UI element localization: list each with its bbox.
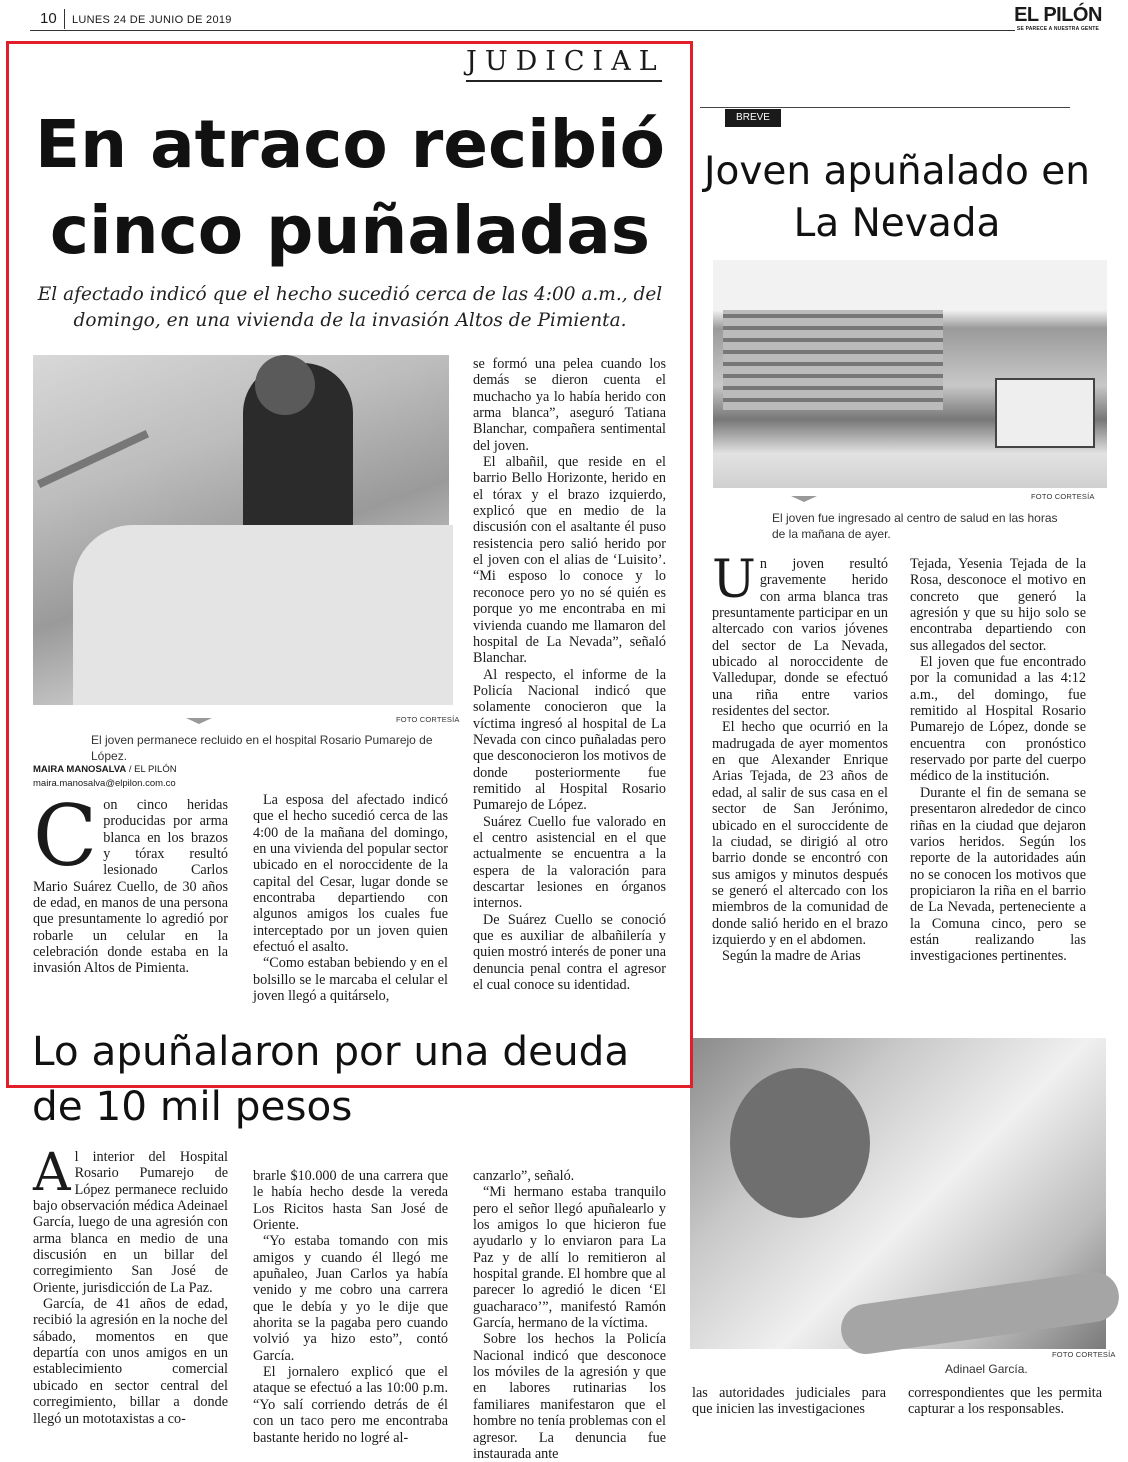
paragraph: García, de 41 años de edad, recibió la agresión en la noche del sábado, momentos en que departía con unos amigos en un establecimiento comercial ubicado en sector central del corregimiento, billar a donde llegó un mototaxistas a co- — [33, 1296, 228, 1427]
main-photo-credit: FOTO CORTESÍA — [396, 715, 460, 724]
section-rule — [466, 80, 662, 82]
main-headline: En atraco recibió cinco puñaladas — [35, 106, 665, 269]
breve-headline: Joven apuñalado en La Nevada — [703, 149, 1090, 246]
logo-name: EL PILÓN — [1014, 4, 1102, 26]
main-story-photo — [33, 355, 449, 705]
paragraph: se formó una pelea cuando los demás se dieron cuenta el muchacho ya lo había herido con arma blanca”, aseguró Tatiana Blanchar, compañera sentimental del joven. — [473, 356, 666, 454]
paragraph: “Mi hermano estaba tranquilo pero el señor llegó apuñalearlo y los amigos lo que hicieron fue ayudarlo y lo enviaron para La Paz y de allí lo remitieron al hospital grande. El hombre que al parecer lo agredió le dicen ‘El guacharaco’”, manifestó Ramón García, hermano de la víctima. — [473, 1184, 666, 1332]
dropcap: A — [33, 1143, 71, 1203]
paragraph: “Como estaban bebiendo y en el bolsillo se le marcaba el celular el joven llegó a quitárselo, — [253, 955, 448, 1005]
paragraph: De Suárez Cuello se conoció que es auxiliar de albañilería y quien mostró interés de poner una denuncia penal contra el agresor el cual conoce su identidad. — [473, 911, 666, 994]
second-column-1 — [33, 1143, 229, 1427]
dropcap: C — [33, 787, 98, 885]
newspaper-logo — [1008, 4, 1108, 32]
paragraph: las autoridades judiciales para que inicien las investigaciones — [692, 1385, 886, 1418]
paragraph: El albañil, que reside en el barrio Bello Horizonte, herido en el tórax y el brazo izquierdo, explicó que en medio de la discusión con el asaltante él puso resistencia pero salió herido por el joven con el alias de ‘Luisito’. “Mi esposo lo conoce y lo reconoce pero yo no sé quién es porque yo me encontraba en mi vivienda cuando me llamaron del hospital de La Nevada”, señaló Blanchar. — [473, 454, 666, 667]
issue-date: LUNES 24 DE JUNIO DE 2019 — [72, 14, 232, 26]
header-divider — [64, 9, 65, 29]
breve-photo-caption: El joven fue ingresado al centro de salud en las horas de la mañana de ayer. — [772, 511, 1058, 541]
header-rule — [30, 30, 1015, 31]
paragraph: Tejada, Yesenia Tejada de la Rosa, desconoce el motivo en concreto que generó la agresión y que su hijo solo se encontraba departiendo con sus allegados del sector. — [910, 556, 1086, 654]
second-photo-credit: FOTO CORTESÍA — [1052, 1350, 1116, 1359]
main-photo-caption: El joven permanece recluido en el hospital Rosario Pumarejo de López. — [91, 733, 433, 763]
section-label: JUDICIAL — [466, 46, 665, 77]
dropcap: U — [712, 550, 756, 610]
paragraph: canzarlo”, señaló. — [473, 1168, 575, 1184]
breve-tag: BREVE — [725, 109, 781, 127]
paragraph: Durante el fin de semana se presentaron alrededor de cinco riñas en la ciudad que dejaron varios heridos. Según los reporte de la autoridades aún no se conocen los motivos que propiciaron la riña en el barrio de La Nevada, perteneciente a la Comuna cinco, pero se están realizando las investigaciones pertinentes. — [910, 784, 1086, 965]
logo-tagline: SE PARECE A NUESTRA GENTE — [1016, 26, 1100, 32]
caption-pointer-icon — [186, 718, 212, 724]
paragraph: on cinco heridas producidas por arma blanca en los brazos y tórax resultó lesionado Carlos Mario Suárez Cuello, de 30 años de edad, en manos de una persona que presuntamente lo agredió por robarle un celular en la celebración donde estaba en la invasión Altos de Pimienta. — [33, 797, 228, 977]
main-column-2 — [253, 792, 448, 1004]
paragraph: El hecho que ocurrió en la madrugada de ayer momentos en que Alexander Enrique Arias Tejada, de 23 años de edad, al salir de sus casa en el sector de San Jerónimo, ubicado en el suroccidente de la ciudad, se dirigió al otro barrio donde se encontró con sus amigos y minutos después se generó el altercado con los miembros de la comunidad de donde salió herido en el brazo izquierdo y en el abdomen. — [712, 719, 888, 948]
paragraph: l interior del Hospital Rosario Pumarejo de López permanece recluido bajo observación médica Adeinael García, luego de una agresión con arma blanca en medio de una discusión en un billar del corregimiento San José de Oriente, jurisdicción de La Paz. — [33, 1149, 229, 1296]
breve-column-2 — [910, 556, 1086, 965]
main-column-3 — [473, 356, 666, 993]
caption-pointer-icon — [791, 496, 817, 502]
paragraph: Al respecto, el informe de la Policía Nacional indicó que solamente conocieron que la víctima ingresó al hospital de La Nevada con cinco puñaladas pero que desconocieron los motivos de donde posteriormente fue remitido al Hospital Rosario Pumarejo de López. — [473, 666, 666, 814]
main-dek: El afectado indicó que el hecho sucedió cerca de las 4:00 a.m., del domingo, en una vivienda de la invasión Altos de Pimienta. — [37, 284, 663, 331]
paragraph: n joven resultó gravemente herido con arma blanca tras presuntamente participar en un altercado con varios jóvenes del sector de La Nevada, ubicado al noroccidente de Valledupar, donde se efectuó una riña entre varios residentes del sector. — [712, 556, 888, 720]
byline-author: MAIRA MANOSALVA — [33, 764, 127, 775]
paragraph: correspondientes que les permita capturar a los responsables. — [908, 1385, 1102, 1418]
paragraph: Según la madre de Arias — [722, 948, 861, 965]
second-photo-caption: Adinael García. — [945, 1362, 1028, 1376]
second-tail-column-1 — [692, 1385, 886, 1418]
byline-email: maira.manosalva@elpilon.com.co — [33, 778, 176, 789]
main-column-1 — [33, 787, 228, 977]
page-number: 10 — [40, 10, 57, 27]
byline-source: / EL PILÓN — [126, 764, 177, 775]
patient-photo — [690, 1038, 1106, 1349]
paragraph: La esposa del afectado indicó que el hecho sucedió cerca de las 4:00 de la mañana del domingo, en una vivienda del popular sector ubicado en el noroccidente de la capital del Cesar, lugar donde se encontraba departiendo con algunos amigos los cuales fue interceptado por un joven quien efectuó el asalto. — [253, 792, 449, 956]
paragraph: El jornalero explicó que el ataque se efectuó a las 10:00 p.m. “Yo salí corriendo detrás de él con un taco pero me encontraba bastante herido no logré al- — [253, 1364, 448, 1446]
hospital-photo — [713, 260, 1107, 488]
breve-rule — [700, 107, 1070, 108]
breve-photo-credit: FOTO CORTESÍA — [1031, 492, 1095, 501]
second-tail-column-2 — [908, 1385, 1102, 1418]
paragraph: Sobre los hechos la Policía Nacional indicó que desconoce los móviles de la agresión y que en labores rutinarias los familiares manifestaron que el hombre no tenía problemas con el agresor. La denuncia fue instaurada ante — [473, 1331, 666, 1462]
breve-column-1 — [712, 550, 888, 965]
second-headline: Lo apuñalaron por una deuda de 10 mil pesos — [32, 1027, 630, 1130]
second-column-2 — [253, 1168, 448, 1446]
byline — [33, 764, 177, 775]
paragraph: brarle $10.000 de una carrera que le había hecho desde la vereda Los Ricitos hasta San José de Oriente. — [253, 1168, 448, 1234]
paragraph: El joven que fue encontrado por la comunidad a las 4:12 a.m., del domingo, fue remitido al Hospital Rosario Pumarejo de López, donde se encuentra con pronóstico reservado por parte del cuerpo médico de la institución. — [910, 654, 1086, 785]
paragraph: “Yo estaba tomando con mis amigos y cuando él llegó me apuñaleo, Juan Carlos ya había venido y me cobro una carrera que le debía y yo le dije que ahorita se la pagaba pero cuando volvió ya hizo esto”, contó García. — [253, 1233, 448, 1364]
paragraph: Suárez Cuello fue valorado en el centro asistencial en el que actualmente se encuentra a la espera de la valoración para descartar lesiones en órganos internos. — [473, 813, 666, 912]
second-column-3 — [473, 1168, 666, 1462]
